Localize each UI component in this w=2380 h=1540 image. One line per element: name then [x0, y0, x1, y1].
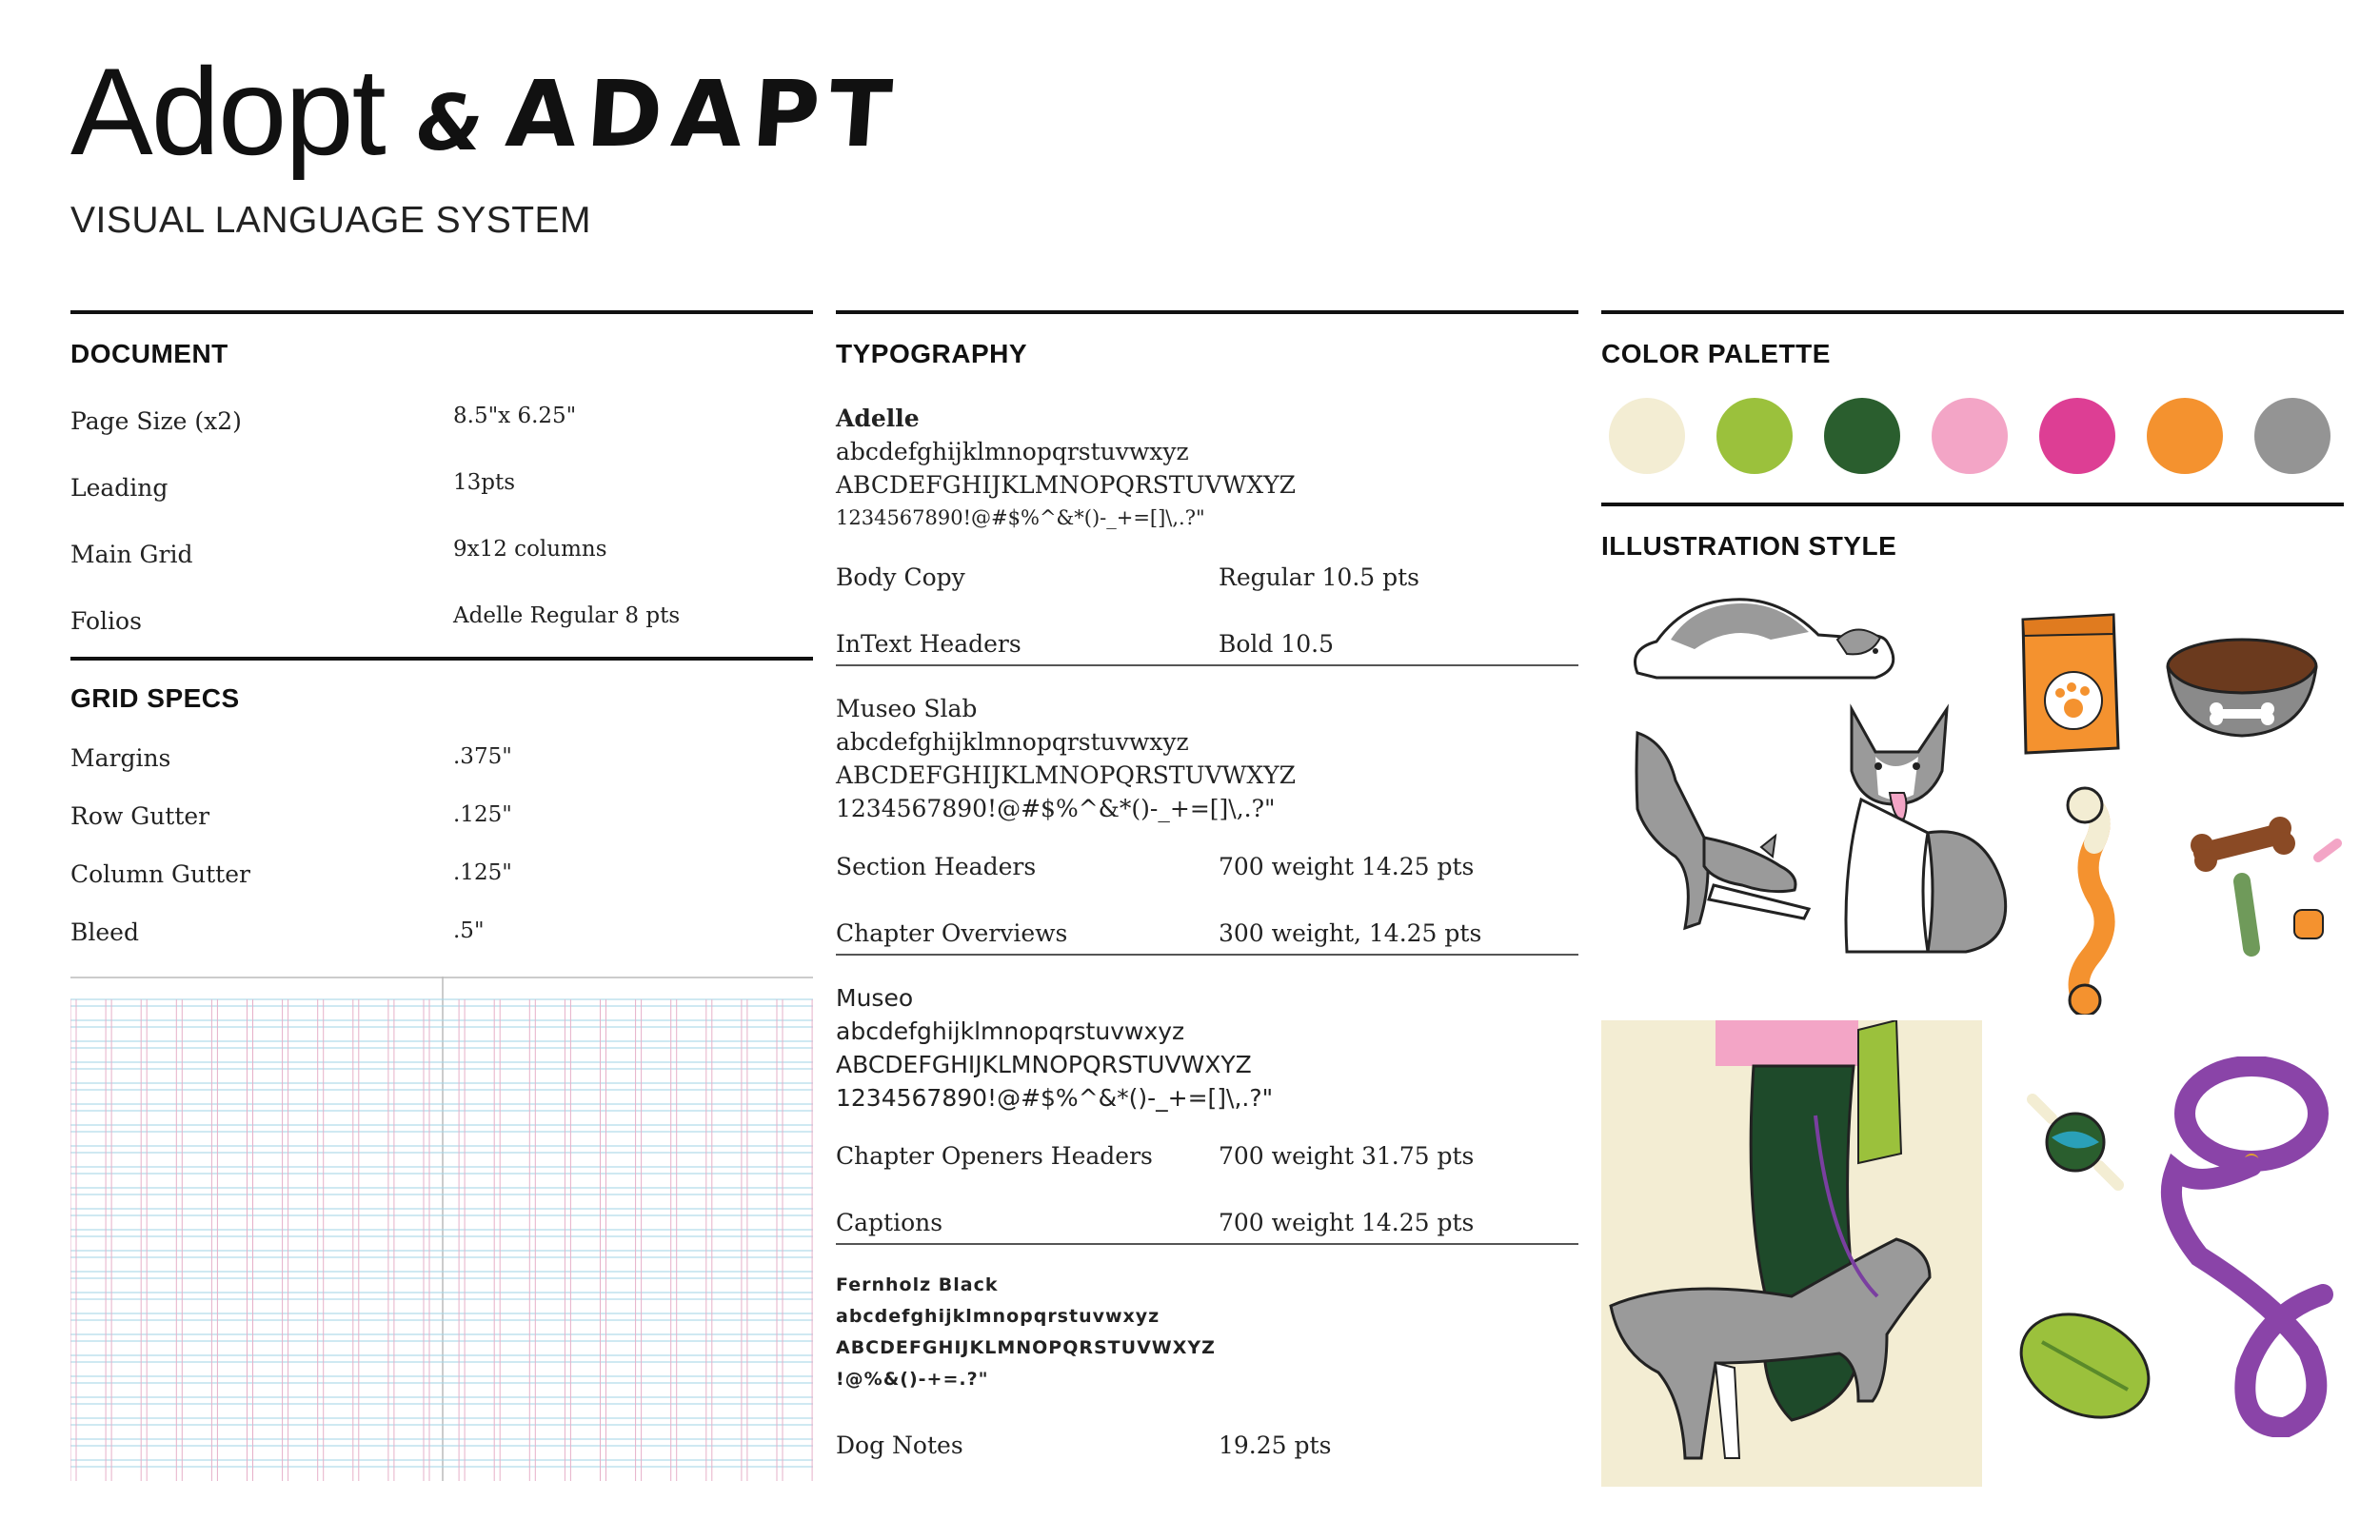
specimen-lowercase: abcdefghijklmnopqrstuvwxyz: [836, 438, 1189, 465]
dog-food-bag-icon: [2018, 605, 2123, 758]
document-label: Page Size (x2): [70, 407, 242, 435]
grid-specs-heading: GRID SPECS: [70, 683, 240, 713]
page-subtitle: VISUAL LANGUAGE SYSTEM: [70, 200, 592, 241]
sitting-dog-icon: [1823, 700, 2023, 961]
font-name: Fernholz Black: [836, 1274, 999, 1295]
grid-spec-value: .125": [453, 860, 512, 885]
type-spec-label: Chapter Overviews: [836, 919, 1068, 947]
type-spec-value: 19.25 pts: [1219, 1431, 1332, 1459]
divider: [836, 664, 1578, 666]
divider: [1601, 503, 2344, 506]
food-bowl-icon: [2161, 633, 2323, 742]
divider: [836, 954, 1578, 956]
grid-spec-value: .375": [453, 744, 512, 769]
grid-preview: [70, 977, 813, 1481]
font-specimen-museo-slab: [836, 692, 1296, 825]
color-swatch: [2254, 398, 2330, 474]
type-spec-label: Captions: [836, 1209, 943, 1236]
document-value: 8.5"x 6.25": [453, 404, 577, 428]
title-ampersand: &: [416, 79, 484, 168]
typography-heading: TYPOGRAPHY: [836, 339, 1028, 368]
grid-spec-label: Row Gutter: [70, 802, 210, 830]
color-swatch: [1609, 398, 1685, 474]
document-value: 9x12 columns: [453, 537, 607, 562]
title-adopt: Adopt: [70, 42, 385, 181]
page-title: [70, 42, 904, 181]
divider: [836, 1243, 1578, 1245]
specimen-lowercase: abcdefghijklmnopqrstuvwxyz: [836, 728, 1189, 756]
dog-treats-icon: [2185, 815, 2347, 977]
color-swatch: [1824, 398, 1900, 474]
football-toy-icon: [2009, 1299, 2161, 1432]
divider: [1601, 310, 2344, 314]
specimen-symbols: 1234567890!@#$%^&*()-_+=[]\,.?": [836, 506, 1205, 529]
dog-walk-scene: [1601, 1020, 1982, 1487]
divider: [70, 657, 813, 661]
specimen-symbols: 1234567890!@#$%^&*()-_+=[]\,.?": [836, 1084, 1274, 1112]
illustration-style-heading: ILLUSTRATION STYLE: [1601, 531, 1897, 561]
type-spec-label: InText Headers: [836, 630, 1021, 658]
document-heading: DOCUMENT: [70, 339, 228, 368]
specimen-symbols: !@%&()-+=.?": [836, 1369, 989, 1390]
type-spec-value: 700 weight 14.25 pts: [1219, 1209, 1475, 1236]
color-swatch: [2039, 398, 2115, 474]
font-name: Museo: [836, 984, 914, 1012]
grid-spec-label: Bleed: [70, 918, 139, 946]
type-spec-value: 700 weight 14.25 pts: [1219, 853, 1475, 880]
document-value: 13pts: [453, 470, 516, 495]
grid-spec-label: Column Gutter: [70, 860, 250, 888]
rope-toy-icon: [2033, 786, 2137, 1015]
type-spec-value: 300 weight, 14.25 pts: [1219, 919, 1482, 947]
crouching-dog-icon: [1618, 582, 1914, 692]
document-value: Adelle Regular 8 pts: [453, 603, 681, 628]
grid-spec-value: .125": [453, 802, 512, 827]
specimen-lowercase: abcdefghijklmnopqrstuvwxyz: [836, 1306, 1160, 1327]
divider: [70, 310, 813, 314]
font-specimen-museo: [836, 981, 1273, 1115]
leash-icon: [2142, 1056, 2342, 1437]
color-palette-heading: COLOR PALETTE: [1601, 339, 1831, 368]
type-spec-label: Chapter Openers Headers: [836, 1142, 1153, 1170]
specimen-uppercase: ABCDEFGHIJKLMNOPQRSTUVWXYZ: [836, 761, 1297, 789]
playing-dog-icon: [1609, 723, 1828, 942]
type-spec-value: Bold 10.5: [1219, 630, 1335, 658]
grid-spec-label: Margins: [70, 744, 171, 772]
type-spec-label: Body Copy: [836, 563, 965, 591]
type-spec-value: Regular 10.5 pts: [1219, 563, 1420, 591]
grid-spec-value: .5": [453, 918, 485, 943]
document-label: Folios: [70, 607, 142, 635]
font-specimen-fernholz: [836, 1270, 1216, 1395]
color-swatch: [1932, 398, 2008, 474]
type-spec-value: 700 weight 31.75 pts: [1219, 1142, 1475, 1170]
ball-toy-icon: [2018, 1085, 2132, 1199]
document-label: Leading: [70, 474, 169, 502]
divider: [836, 310, 1578, 314]
specimen-uppercase: ABCDEFGHIJKLMNOPQRSTUVWXYZ: [836, 1051, 1252, 1078]
font-name: Adelle: [836, 405, 920, 432]
font-name: Museo Slab: [836, 695, 978, 722]
font-specimen-adelle: [836, 402, 1296, 535]
specimen-uppercase: ABCDEFGHIJKLMNOPQRSTUVWXYZ: [836, 471, 1297, 499]
specimen-uppercase: ABCDEFGHIJKLMNOPQRSTUVWXYZ: [836, 1337, 1216, 1358]
color-swatch: [2147, 398, 2223, 474]
specimen-symbols: 1234567890!@#$%^&*()-_+=[]\,.?": [836, 795, 1276, 822]
color-swatch: [1716, 398, 1793, 474]
type-spec-label: Section Headers: [836, 853, 1037, 880]
specimen-lowercase: abcdefghijklmnopqrstuvwxyz: [836, 1017, 1185, 1045]
document-label: Main Grid: [70, 541, 193, 568]
title-adapt: ADAPT: [502, 61, 904, 168]
type-spec-label: Dog Notes: [836, 1431, 963, 1459]
